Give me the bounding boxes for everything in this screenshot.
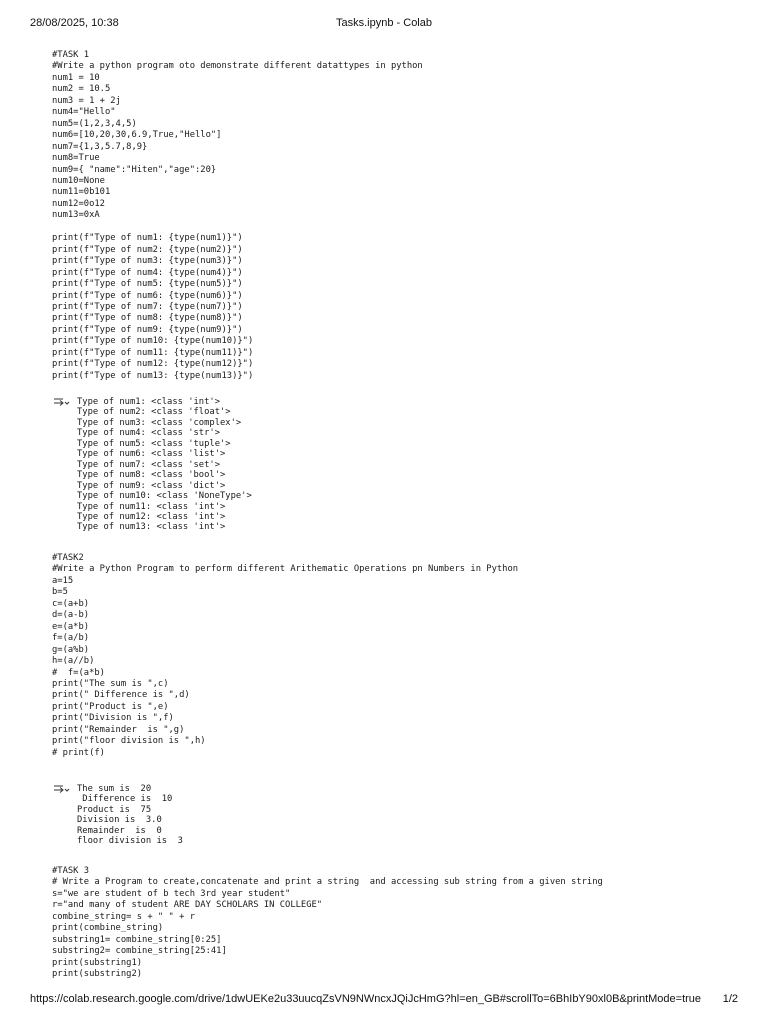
print-datetime: 28/08/2025, 10:38: [30, 17, 119, 29]
print-url: https://colab.research.google.com/drive/1dwUEKe2u33uucqZsVN9NWncxJQiJcHmG?hl=en_GB#scrollTo=6BhIbY90xl0B&printMode=true: [30, 993, 702, 1005]
task2-output: The sum is 20 Difference is 10 Product is 75 Division is 3.0 Remainder is 0 floor division is 3: [77, 784, 183, 847]
task3-code-cell[interactable]: #TASK 3 # Write a Program to create,concatenate and print a string and accessing sub string from a given string s="we are student of b tech 3rd year student" r="and many of student ARE DAY SCHOLARS IN COLLEGE" combine_string= s + " " + r print(combine_string) substring1= combine_string[0:25] substring2= combine_string[25:41] print(substring1) print(substring2): [52, 866, 603, 980]
task1-output: Type of num1: <class 'int'> Type of num2: <class 'float'> Type of num3: <class 'complex'> Type of num4: <class 'str'> Type of num5: <class 'tuple'> Type of num6: <class 'list'> Type of num7: <class 'set'> Type of num8: <class 'bool'> Type of num9: <class 'dict'> Type of num10: <class 'NoneType'> Type of num11: <class 'int'> Type of num12: <class 'int'> Type of num13: <class 'int'>: [77, 397, 252, 533]
output-toggle-icon[interactable]: [53, 397, 71, 409]
task1-code-cell[interactable]: #TASK 1 #Write a python program oto demonstrate different datattypes in python num1 = 10 num2 = 10.5 num3 = 1 + 2j num4="Hello" num5=(1,2,3,4,5) num6=[10,20,30,6.9,True,"Hello"] num7={1,3,5.7,8,9} num8=True num9={ "name":"Hiten","age":20} num10=None num11=0b101 num12=0o12 num13=0xA print(f"Type of num1: {type(num1)}") print(f"Type of num2: {type(num2)}") print(f"Type of num3: {type(num3)}") print(f"Type of num4: {type(num4)}") print(f"Type of num5: {type(num5)}") print(f"Type of num6: {type(num6)}") print(f"Type of num7: {type(num7)}") print(f"Type of num8: {type(num8)}") print(f"Type of num9: {type(num9)}") print(f"Type of num10: {type(num10)}") print(f"Type of num11: {type(num11)}") print(f"Type of num12: {type(num12)}") print(f"Type of num13: {type(num13)}"): [52, 50, 423, 381]
output-toggle-icon[interactable]: [53, 784, 71, 796]
task2-code-cell[interactable]: #TASK2 #Write a Python Program to perform different Arithematic Operations pn Numbers in Python a=15 b=5 c=(a+b) d=(a-b) e=(a*b) f=(a/b) g=(a%b) h=(a//b) # f=(a*b) print("The sum is ",c) print(" Difference is ",d) print("Product is ",e) print("Division is ",f) print("Remainder is ",g) print("floor division is ",h) # print(f): [52, 553, 519, 758]
print-title: Tasks.ipynb - Colab: [336, 17, 432, 29]
page-number: 1/2: [722, 993, 738, 1005]
